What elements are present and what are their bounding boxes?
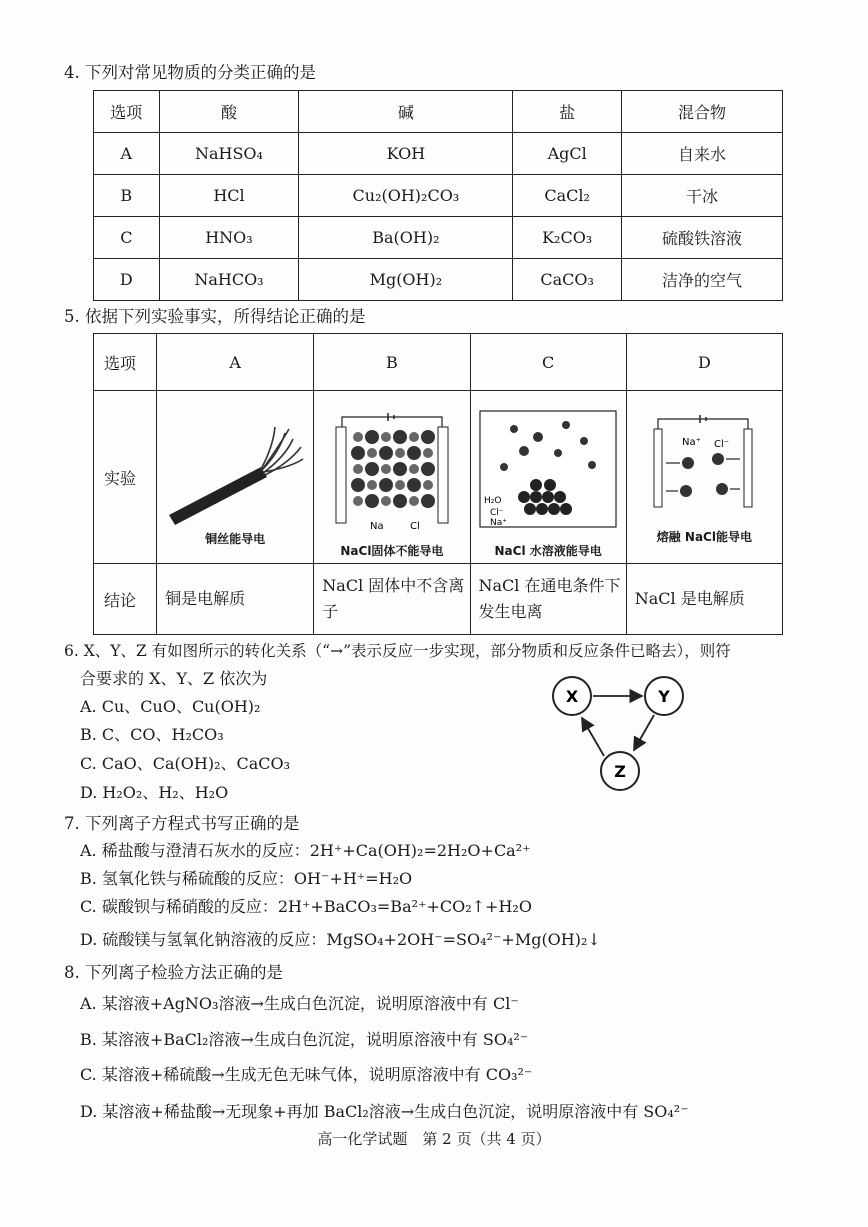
- table-cell: K₂CO₃: [513, 217, 621, 259]
- ion-sphere: [379, 446, 393, 460]
- figure-caption: NaCl 水溶液能导电: [494, 544, 602, 558]
- table-cell: Mg(OH)₂: [299, 259, 513, 301]
- cl-ion-label: Cl⁻: [490, 508, 504, 518]
- ion-sphere: [395, 480, 405, 490]
- option-header: C: [470, 334, 626, 391]
- q8-option-d: D. 某溶液+稀盐酸→无现象+再加 BaCl₂溶液→生成白色沉淀，说明原溶液中有 SO₄²⁻: [80, 1102, 689, 1121]
- ion-sphere: [353, 464, 363, 474]
- q8-option-b: B. 某溶液+BaCl₂溶液→生成白色沉淀，说明原溶液中有 SO₄²⁻: [80, 1030, 529, 1049]
- molten-nacl-figure: [630, 407, 778, 547]
- header-cell: 碱: [299, 91, 513, 133]
- ion-sphere: [365, 494, 379, 508]
- cl-ion-label: Cl⁻: [714, 439, 730, 450]
- option-header: A: [157, 334, 314, 391]
- q5-stem: 5. 依据下列实验事实，所得结论正确的是: [64, 307, 366, 326]
- table-cell: D: [94, 259, 160, 301]
- solid-nacl-figure: [318, 407, 466, 558]
- conclusion-cell: NaCl 是电解质: [626, 564, 782, 635]
- water-label: H₂O: [484, 496, 502, 506]
- conclusion-cell: NaCl 固体中不含离子: [314, 564, 470, 635]
- table-cell: 硫酸铁溶液: [621, 217, 782, 259]
- header-cell: 酸: [159, 91, 299, 133]
- table-cell: AgCl: [513, 133, 621, 175]
- ion-sphere: [367, 480, 377, 490]
- experiment-cell-a: [157, 391, 314, 564]
- q8-option-a: A. 某溶液+AgNO₃溶液→生成白色沉淀，说明原溶液中有 Cl⁻: [80, 994, 519, 1013]
- row-label: 结论: [94, 564, 157, 635]
- table-row: [94, 259, 783, 301]
- na-ion-label: Na⁺: [682, 437, 702, 448]
- q6-stem-line1: 6. X、Y、Z 有如图所示的转化关系（“→”表示反应一步实现，部分物质和反应条件已略去），则符: [64, 642, 731, 660]
- ion-sphere: [393, 494, 407, 508]
- table-cell: HCl: [159, 175, 299, 217]
- header-cell: 盐: [513, 91, 621, 133]
- table-cell: CaCl₂: [513, 175, 621, 217]
- ion-sphere: [351, 478, 365, 492]
- experiment-cell-b: [314, 391, 470, 564]
- ion-sphere: [381, 496, 391, 506]
- figure-caption: NaCl固体不能导电: [340, 544, 444, 558]
- experiment-cell-c: [470, 391, 626, 564]
- ion-sphere: [423, 448, 433, 458]
- q6-option-a: A. Cu、CuO、Cu(OH)₂: [80, 697, 261, 716]
- table-cell: Cu₂(OH)₂CO₃: [299, 175, 513, 217]
- table-cell: 自来水: [621, 133, 782, 175]
- ion-sphere: [407, 446, 421, 460]
- table-cell: CaCO₃: [513, 259, 621, 301]
- q5-table: [93, 333, 783, 635]
- option-header: D: [626, 334, 782, 391]
- table-row: [94, 217, 783, 259]
- node-x: X: [565, 687, 579, 706]
- figure-caption: 熔融 NaCl能导电: [656, 530, 752, 544]
- ion-sphere: [381, 432, 391, 442]
- table-cell: B: [94, 175, 160, 217]
- na-label: Na: [369, 521, 384, 531]
- ion-sphere: [393, 462, 407, 476]
- ion-sphere: [421, 430, 435, 444]
- ion-sphere: [423, 480, 433, 490]
- cl-label: Cl: [409, 521, 420, 531]
- node-y: Y: [658, 687, 670, 706]
- q6-stem-line2: 合要求的 X、Y、Z 依次为: [80, 669, 268, 688]
- q7-option-c: C. 碳酸钡与稀硝酸的反应：2H⁺+BaCO₃=Ba²⁺+CO₂↑+H₂O: [80, 897, 532, 916]
- q7-option-d: D. 硫酸镁与氢氧化钠溶液的反应：MgSO₄+2OH⁻=SO₄²⁻+Mg(OH)₂↓: [80, 930, 601, 949]
- q8-stem: 8. 下列离子检验方法正确的是: [64, 963, 283, 982]
- q4-table: [93, 90, 783, 301]
- figure-caption: 铜丝能导电: [205, 532, 266, 546]
- header-cell: 选项: [94, 91, 160, 133]
- ion-sphere: [409, 496, 419, 506]
- table-cell: HNO₃: [159, 217, 299, 259]
- q4-stem: 4. 下列对常见物质的分类正确的是: [64, 63, 316, 82]
- nacl-solution-figure: [474, 407, 622, 558]
- na-ion-label: Na⁺: [490, 518, 508, 528]
- table-cell: NaHCO₃: [159, 259, 299, 301]
- ion-sphere: [351, 446, 365, 460]
- electrolysis-icon: [630, 407, 778, 531]
- q6-option-d: D. H₂O₂、H₂、H₂O: [80, 783, 229, 802]
- conclusion-cell: 铜是电解质: [157, 564, 314, 635]
- table-cell: C: [94, 217, 160, 259]
- q7-option-b: B. 氢氧化铁与稀硫酸的反应：OH⁻+H⁺=H₂O: [80, 869, 413, 888]
- table-row: [94, 133, 783, 175]
- header-cell: 混合物: [621, 91, 782, 133]
- ion-sphere: [379, 478, 393, 492]
- row-label: 实验: [94, 391, 157, 564]
- ion-sphere: [421, 462, 435, 476]
- table-cell: KOH: [299, 133, 513, 175]
- table-cell: 洁净的空气: [621, 259, 782, 301]
- xyz-conversion-diagram: [540, 670, 700, 800]
- table-cell: NaHSO₄: [159, 133, 299, 175]
- ion-sphere: [365, 462, 379, 476]
- ion-sphere: [381, 464, 391, 474]
- ion-sphere: [409, 464, 419, 474]
- node-z: Z: [614, 762, 626, 781]
- page-footer: 高一化学试题 第 2 页（共 4 页）: [317, 1130, 551, 1148]
- ion-sphere: [365, 430, 379, 444]
- q7-option-a: A. 稀盐酸与澄清石灰水的反应：2H⁺+Ca(OH)₂=2H₂O+Ca²⁺: [80, 841, 531, 860]
- ion-sphere: [395, 448, 405, 458]
- q6-option-b: B. C、CO、H₂CO₃: [80, 725, 224, 744]
- ion-lattice-icon: [318, 407, 466, 531]
- conclusion-row: [94, 564, 783, 635]
- option-header: B: [314, 334, 470, 391]
- table-cell: 干冰: [621, 175, 782, 217]
- copper-wire-icon: [161, 407, 309, 531]
- ion-sphere: [407, 478, 421, 492]
- ion-sphere: [353, 496, 363, 506]
- experiment-row: [94, 391, 783, 564]
- q8-option-c: C. 某溶液+稀硫酸→生成无色无味气体，说明原溶液中有 CO₃²⁻: [80, 1065, 533, 1084]
- ion-sphere: [421, 494, 435, 508]
- q6-option-c: C. CaO、Ca(OH)₂、CaCO₃: [80, 754, 291, 773]
- table-header-row: [94, 334, 783, 391]
- table-cell: A: [94, 133, 160, 175]
- table-cell: Ba(OH)₂: [299, 217, 513, 259]
- copper-wire-figure: [161, 407, 309, 547]
- ion-sphere: [393, 430, 407, 444]
- table-row: [94, 175, 783, 217]
- ion-sphere: [367, 448, 377, 458]
- conclusion-cell: NaCl 在通电条件下发生电离: [470, 564, 626, 635]
- solution-icon: [474, 407, 622, 531]
- experiment-cell-d: [626, 391, 782, 564]
- table-header-row: [94, 91, 783, 133]
- ion-sphere: [409, 432, 419, 442]
- q7-stem: 7. 下列离子方程式书写正确的是: [64, 814, 300, 833]
- ion-sphere: [353, 432, 363, 442]
- row-label: 选项: [94, 334, 157, 391]
